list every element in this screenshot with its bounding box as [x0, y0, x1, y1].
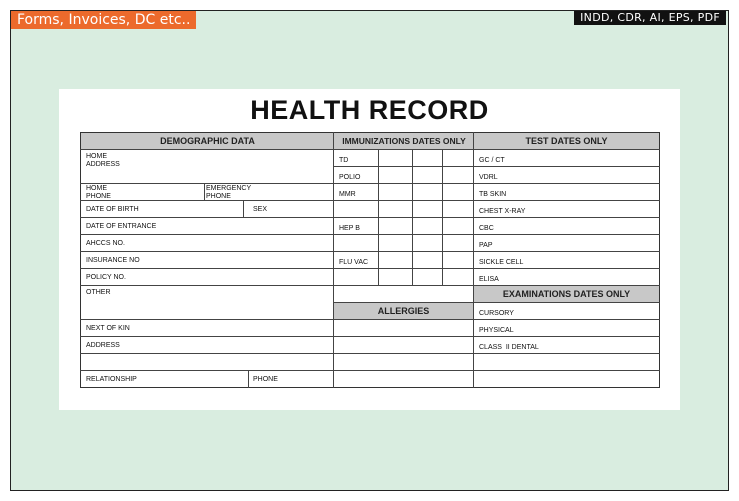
tests-header: TEST DATES ONLY — [474, 133, 659, 149]
test-line — [473, 251, 660, 252]
field-label: PHONE — [86, 193, 111, 200]
test-row-vdrl[interactable]: VDRL — [479, 174, 498, 181]
demo-line — [80, 353, 333, 354]
imm-line — [333, 251, 473, 252]
exam-line — [473, 370, 660, 371]
exam-row-class-ii-dental[interactable]: CLASS II DENTAL — [479, 344, 539, 351]
test-line — [473, 200, 660, 201]
field-label: ADDRESS — [86, 161, 120, 168]
imm-line — [333, 217, 473, 218]
imm-line — [333, 166, 473, 167]
test-row-sickle-cell[interactable]: SICKLE CELL — [479, 259, 524, 266]
next-of-kin-field[interactable]: NEXT OF KIN — [86, 325, 130, 332]
sex-field[interactable]: SEX — [253, 206, 268, 213]
allergy-line — [333, 370, 473, 371]
home-phone-field[interactable] — [81, 183, 111, 201]
demo-line — [80, 370, 333, 371]
imm-line — [333, 200, 473, 201]
phone-field[interactable]: PHONE — [253, 376, 278, 383]
category-tag: Forms, Invoices, DC etc.. — [11, 11, 196, 29]
exam-line — [473, 336, 660, 337]
test-line — [473, 183, 660, 184]
field-label: EMERGENCY — [206, 185, 252, 192]
demo-line — [80, 217, 333, 218]
demo-line — [80, 234, 333, 235]
imm-row-polio[interactable]: POLIO — [339, 174, 361, 181]
imm-line — [333, 268, 473, 269]
date-of-entrance-field[interactable]: DATE OF ENTRANCE — [86, 223, 157, 230]
exam-line — [473, 319, 660, 320]
demo-line — [80, 285, 333, 286]
exam-row-physical[interactable]: PHYSICAL — [479, 327, 514, 334]
insurance-no-field[interactable]: INSURANCE NO — [86, 257, 140, 264]
test-line — [473, 166, 660, 167]
demo-line — [80, 268, 333, 269]
imm-line — [333, 285, 473, 286]
imm-row-mmr[interactable]: MMR — [339, 191, 356, 198]
emergency-phone-field[interactable] — [201, 183, 251, 201]
exam-line — [473, 302, 660, 303]
field-label: HOME — [86, 153, 107, 160]
demographic-header: DEMOGRAPHIC DATA — [81, 133, 334, 149]
test-line — [473, 217, 660, 218]
test-line — [473, 234, 660, 235]
test-row-chest-xray[interactable]: CHEST X-RAY — [479, 208, 526, 215]
allergy-line — [333, 319, 473, 320]
date-of-birth-field[interactable]: DATE OF BIRTH — [86, 206, 139, 213]
demo-line — [80, 319, 333, 320]
ahccs-no-field[interactable]: AHCCS NO. — [86, 240, 125, 247]
demo-line — [80, 251, 333, 252]
formats-tag: INDD, CDR, AI, EPS, PDF — [574, 11, 726, 25]
demo-line — [80, 336, 333, 337]
test-row-elisa[interactable]: ELISA — [479, 276, 499, 283]
address-field[interactable]: ADDRESS — [86, 342, 120, 349]
field-label: HOME — [86, 185, 107, 192]
policy-no-field[interactable]: POLICY NO. — [86, 274, 126, 281]
test-row-gc-ct[interactable]: GC / CT — [479, 157, 505, 164]
relationship-field[interactable]: RELATIONSHIP — [86, 376, 137, 383]
test-row-tb-skin[interactable]: TB SKIN — [479, 191, 507, 198]
header-divider — [80, 149, 660, 150]
table-border — [80, 132, 660, 388]
imm-row-hepb[interactable]: HEP B — [339, 225, 360, 232]
demo-vline — [243, 200, 244, 217]
test-row-cbc[interactable]: CBC — [479, 225, 494, 232]
home-address-field[interactable] — [81, 151, 120, 169]
exam-row-cursory[interactable]: CURSORY — [479, 310, 514, 317]
field-label: PHONE — [206, 193, 231, 200]
test-row-pap[interactable]: PAP — [479, 242, 493, 249]
form-title: HEALTH RECORD — [250, 95, 489, 125]
exam-line — [473, 353, 660, 354]
allergies-header: ALLERGIES — [334, 303, 473, 319]
allergy-line — [333, 336, 473, 337]
allergy-line — [333, 353, 473, 354]
immunizations-header: IMMUNIZATIONS DATES ONLY — [334, 133, 474, 149]
other-field[interactable]: OTHER — [86, 289, 111, 296]
imm-line — [333, 183, 473, 184]
examinations-header: EXAMINATIONS DATES ONLY — [474, 286, 659, 302]
imm-row-fluvac[interactable]: FLU VAC — [339, 259, 369, 266]
imm-line — [333, 234, 473, 235]
imm-row-td[interactable]: TD — [339, 157, 349, 164]
test-line — [473, 268, 660, 269]
